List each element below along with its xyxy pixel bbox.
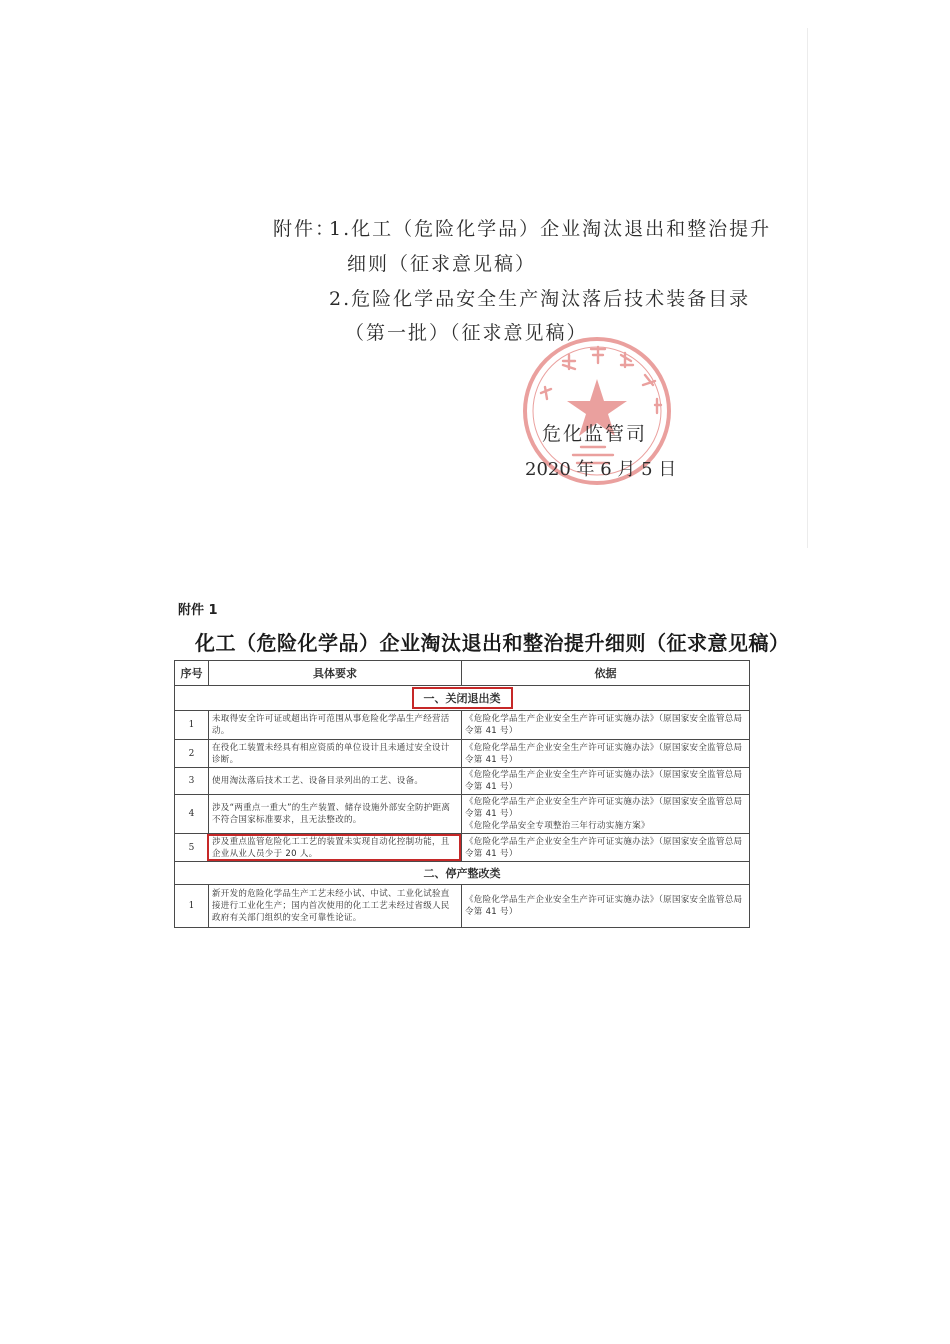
- attachment-2-line2: （第一批）（征求意见稿）: [345, 322, 588, 344]
- header-basis: 依据: [462, 661, 750, 686]
- row-basis: [462, 711, 750, 740]
- row-basis: [462, 740, 750, 768]
- basis-line: 《危险化学品生产企业安全生产许可证实施办法》（原国家安全监管总局令第 41 号）: [465, 714, 743, 736]
- basis-line: 《危险化学品生产企业安全生产许可证实施办法》（原国家安全监管总局令第 41 号）: [465, 797, 743, 819]
- row-number: 5: [175, 834, 209, 862]
- attachment-label: 附件：: [273, 218, 337, 240]
- basis-line: 《危险化学品生产企业安全生产许可证实施办法》（原国家安全监管总局令第 41 号）: [465, 770, 743, 792]
- table-row: [175, 768, 750, 795]
- notice-page: [145, 28, 808, 548]
- basis-line: 《危险化学品生产企业安全生产许可证实施办法》（原国家安全监管总局令第 41 号）: [465, 742, 743, 765]
- row-requirement: 涉及“两重点一重大”的生产装置、储存设施外部安全防护距离不符合国家标准要求，且无法整改的。: [209, 795, 462, 834]
- row-requirement: 未取得安全许可证或超出许可范围从事危险化学品生产经营活动。: [209, 711, 462, 740]
- row-number: 2: [175, 740, 209, 768]
- requirements-table: [174, 660, 750, 928]
- issue-date: 2020 年 6 月 5 日: [525, 459, 677, 480]
- row-basis: [462, 885, 750, 928]
- row-basis: [462, 768, 750, 795]
- issuing-department: 危化监管司: [542, 423, 648, 445]
- row-requirement: 使用淘汰落后技术工艺、设备目录列出的工艺、设备。: [209, 768, 462, 795]
- table-row: [175, 834, 750, 862]
- row-requirement-highlighted: [209, 834, 462, 862]
- basis-line: 《危险化学品生产企业安全生产许可证实施办法》（原国家安全监管总局令第 41 号）: [465, 836, 743, 859]
- header-requirement: 具体要求: [209, 661, 462, 686]
- header-no: 序号: [175, 661, 209, 686]
- table-row: [175, 711, 750, 740]
- attachment-1-line2: 细则（征求意见稿）: [347, 253, 537, 275]
- basis-line: 《危险化学品安全专项整治三年行动实施方案》: [465, 821, 650, 831]
- attachment-1-tag: 附件 1: [178, 603, 218, 618]
- section-title-suspend-rectify: 二、停产整改类: [423, 867, 501, 880]
- section-row: [175, 686, 750, 711]
- row-basis: [462, 795, 750, 834]
- row-basis: [462, 834, 750, 862]
- attachment-1-line1: 1.化工（危险化学品）企业淘汰退出和整治提升: [329, 218, 772, 240]
- row-requirement: 涉及重点监管危险化工工艺的装置未实现自动化控制功能，且企业从业人员少于 20 人。: [212, 836, 450, 859]
- table-row: [175, 885, 750, 928]
- table-header-row: [175, 661, 750, 686]
- row-requirement: 在役化工装置未经具有相应资质的单位设计且未通过安全设计诊断。: [209, 740, 462, 768]
- basis-line: 《危险化学品生产企业安全生产许可证实施办法》（原国家安全监管总局令第 41 号）: [465, 895, 743, 917]
- section-title-close-exit: 一、关闭退出类: [412, 687, 513, 709]
- attachment-2-line1: 2.危险化学品安全生产淘汰落后技术装备目录: [329, 288, 751, 310]
- row-number: 1: [175, 885, 209, 928]
- table-row: [175, 740, 750, 768]
- section-row: [175, 862, 750, 885]
- row-number: 3: [175, 768, 209, 795]
- table-row: [175, 795, 750, 834]
- row-number: 1: [175, 711, 209, 740]
- attachment-1-title: 化工（危险化学品）企业淘汰退出和整治提升细则（征求意见稿）: [195, 631, 790, 655]
- attachment-1-page: [140, 585, 805, 1305]
- row-number: 4: [175, 795, 209, 834]
- row-requirement: 新开发的危险化学品生产工艺未经小试、中试、工业化试验直接进行工业化生产；国内首次使用的化工工艺未经过省级人民政府有关部门组织的安全可靠性论证。: [209, 885, 462, 928]
